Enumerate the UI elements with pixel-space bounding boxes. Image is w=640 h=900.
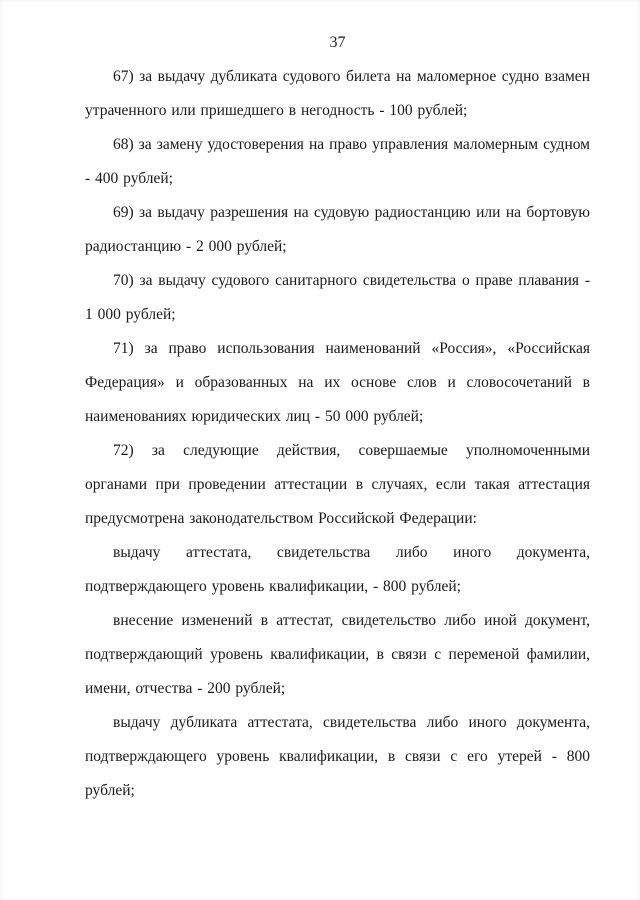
paragraph-item-72-sub-2: внесение изменений в аттестат, свидетельство либо иной документ, подтверждающий уровень квалификации, в связи с переменой фамилии, имени, отчества - 200 рублей; (85, 612, 590, 697)
paragraph-item-71: 71) за право использования наименований «Россия», «Российская Федерация» и образованных на их основе слов и словосочетаний в наименованиях юридических лиц - 50 000 рублей; (85, 340, 590, 425)
paragraph-item-69: 69) за выдачу разрешения на судовую радиостанцию или на бортовую радиостанцию - 2 000 рублей; (85, 204, 590, 255)
paragraph-item-67: 67) за выдачу дубликата судового билета на маломерное судно взамен утраченного или пришедшего в негодность - 100 рублей; (85, 68, 590, 119)
paragraph-item-72: 72) за следующие действия, совершаемые уполномоченными органами при проведении аттестации в случаях, если такая аттестация предусмотрена законодательством Российской Федерации: (85, 442, 590, 527)
page-number: 37 (329, 34, 346, 51)
paragraph-item-72-sub-3: выдачу дубликата аттестата, свидетельства либо иного документа, подтверждающего уровень квалификации, в связи с его утерей - 800 рублей; (85, 714, 590, 799)
paragraph-item-68: 68) за замену удостоверения на право управления маломерным судном - 400 рублей; (85, 136, 590, 187)
paragraph-item-72-sub-1: выдачу аттестата, свидетельства либо иного документа, подтверждающего уровень квалификации, - 800 рублей; (85, 544, 590, 595)
paragraph-item-70: 70) за выдачу судового санитарного свидетельства о праве плавания - 1 000 рублей; (85, 272, 590, 323)
